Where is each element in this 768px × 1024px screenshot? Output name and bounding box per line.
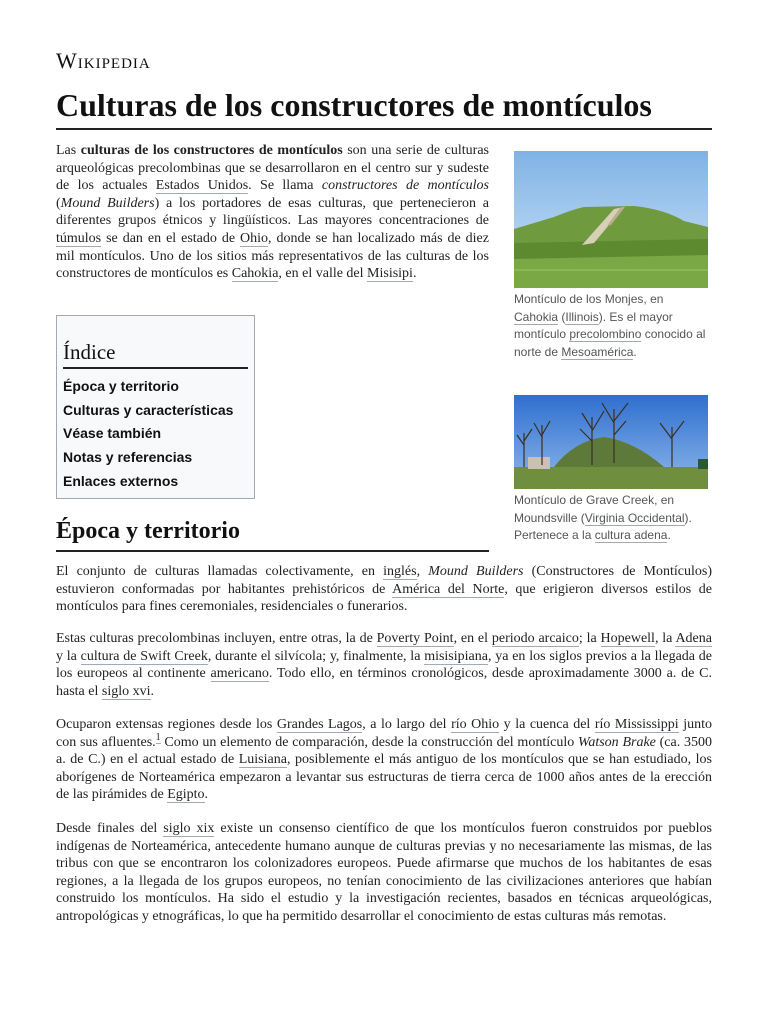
link-periodo-arcaico[interactable]: periodo arcaico (491, 631, 579, 646)
toc-item-epoca[interactable]: Época y territorio (63, 378, 179, 394)
table-of-contents (56, 315, 255, 499)
link-swift-creek[interactable]: cultura de Swift Creek (80, 648, 208, 664)
link-illinois[interactable]: Illinois (565, 309, 599, 324)
link-estados-unidos[interactable]: Estados Unidos (155, 178, 249, 194)
lead-paragraph: Las culturas de los constructores de montículos son una serie de culturas arqueológicas precolombinas que se desarrollaron en el centro sur y sudeste de los actuales Estados Unidos. Se llama constructores de montículos (Mound Builders) a los portadores de esas culturas, que pertenecieron a diferentes grupos étnicos y lingüísticos. Las mayores concentraciones de túmulos se dan en el estado de Ohio, donde se han localizado más de diez mil montículos. Uno de los sitios más representativos de las culturas de los constructores de montículos es Cahokia, en el valle del Misisipi. (56, 143, 489, 282)
section-heading-epoca: Época y territorio (56, 516, 489, 552)
link-ohio[interactable]: Ohio (240, 230, 269, 246)
link-grandes-lagos[interactable]: Grandes Lagos (276, 717, 363, 732)
toc-title: Índice (63, 340, 248, 369)
link-siglo-xix[interactable]: siglo xix (163, 821, 215, 836)
figure-caption-2: Montículo de Grave Creek, en Moundsville (Virginia Occidental). Pertenece a la cultura adena. (514, 493, 692, 542)
toc-item-culturas[interactable]: Culturas y características (63, 401, 234, 418)
section-paragraph-4: Desde finales del siglo xix existe un consenso científico de que los montículos fueron construidos por pueblos indígenas de Norteamérica, antecedente humano aunque de culturas previas y no necesariamente las mismas, de las tribus con que se encontraron los colonizadores europeos. Puede afirmarse que muchos de los habitantes de esas regiones, a la llegada de los grupos europeos, no tenían conocimiento de las civilizaciones anteriores que habían construido los montículos. Ha sido el estudio y la investigación recientes, basados en técnicas arqueológicas, antropológicas y etnográficas, lo que ha permitido desarrollar el conocimiento de estas culturas más remotas. (56, 821, 712, 924)
link-rio-mississippi[interactable]: río Mississippi (594, 717, 679, 732)
link-virginia-occidental[interactable]: Virginia Occidental (584, 510, 685, 525)
figure-monks-mound (514, 151, 708, 361)
link-cultura-adena[interactable]: cultura adena (594, 528, 668, 542)
figure-grave-creek (514, 395, 708, 545)
section-paragraph-1: El conjunto de culturas llamadas colectivamente, en inglés, Mound Builders (Constructores de Montículos) estuvieron conformadas por habitantes prehistóricos de América del Norte, que erigieron diversos estilos de montículos para fines ceremoniales, residenciales o funerarios. (56, 564, 713, 614)
link-misisipi[interactable]: Misisipi (367, 266, 413, 282)
link-egipto[interactable]: Egipto (167, 787, 205, 802)
toc-item-enlaces[interactable]: Enlaces externos (63, 472, 179, 489)
link-america-del-norte[interactable]: América del Norte (392, 581, 505, 597)
section-paragraph-3: Ocuparon extensas regiones desde los Grandes Lagos, a lo largo del río Ohio y la cuenca del río Mississippi junto con sus afluentes.$^1$ Como un elemento de comparación, desde la construcción del montículo Watson Brake (ca. 3500 a. de C.) en el actual estado de Luisiana, posiblemente el más antiguo de los montículos que se han estudiado, los aborígenes de Norteamérica empezaron a levantar sus estructuras de tierra cerca de 1000 años antes de la erección de las pirámides de Egipto. (56, 717, 712, 802)
link-tumulos[interactable]: túmulos (56, 230, 102, 246)
section-paragraph-2: Estas culturas precolombinas incluyen, entre otras, la de Poverty Point, en el periodo arcaico; la Hopewell, la Adena y la cultura de Swift Creek, durante el silvícola; y, finalmente, la misisipiana, ya en los siglos previos a la llegada de los europeos al continente americano. Todo ello, en términos cronológicos, desde aproximadamente 3000 a. de C. hasta el siglo xvi. (56, 631, 713, 699)
link-cahokia-caption[interactable]: Cahokia (514, 309, 559, 324)
page-title: Culturas de los constructores de montículos (56, 86, 712, 130)
grave-creek-mound-photo[interactable] (514, 395, 708, 489)
link-rio-ohio[interactable]: río Ohio (451, 717, 500, 732)
link-precolombino[interactable]: precolombino (569, 327, 642, 341)
link-siglo-xvi[interactable]: siglo xvi (101, 683, 151, 699)
link-luisiana[interactable]: Luisiana (238, 752, 287, 767)
toc-item-vease[interactable]: Véase también (63, 425, 162, 442)
link-misisipiana[interactable]: misisipiana (424, 648, 488, 664)
link-adena[interactable]: Adena (675, 631, 712, 646)
toc-item-notas[interactable]: Notas y referencias (63, 449, 193, 466)
link-ingles[interactable]: inglés (383, 564, 417, 579)
link-poverty-point[interactable]: Poverty Point (376, 631, 454, 646)
wikipedia-wordmark[interactable]: Wikipedia (56, 48, 151, 73)
link-americano[interactable]: americano (210, 666, 269, 681)
monks-mound-photo[interactable] (514, 151, 708, 288)
link-mesoamerica[interactable]: Mesoamérica (561, 344, 634, 359)
link-hopewell[interactable]: Hopewell (600, 631, 655, 646)
link-cahokia[interactable]: Cahokia (231, 266, 279, 282)
figure-caption-1: Montículo de los Monjes, en Cahokia (Illinois). Es el mayor montículo precolombino conocido al norte de Mesoamérica. (514, 292, 706, 359)
footnote-1[interactable]: 1 (155, 731, 161, 743)
